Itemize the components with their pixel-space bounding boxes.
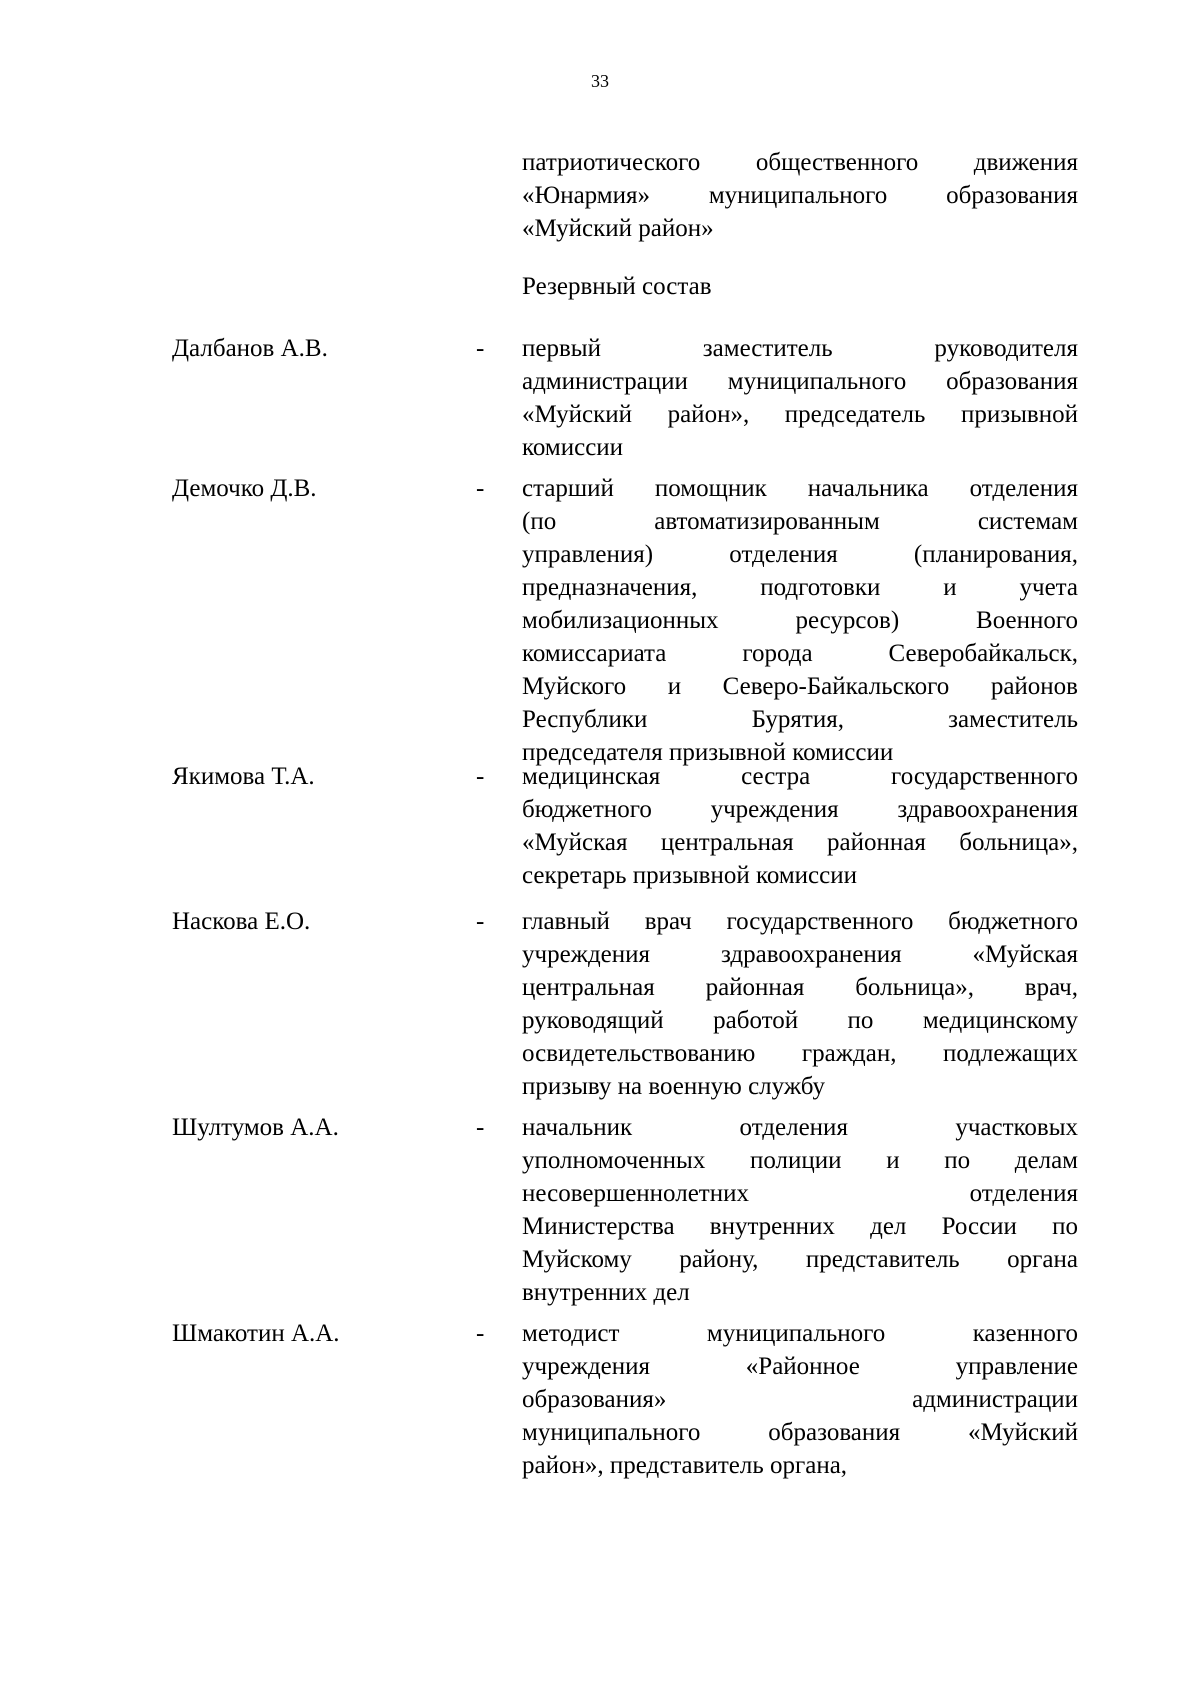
member-role-line: «Муйский район», председатель призывной (522, 401, 1078, 428)
member-role (522, 472, 1078, 769)
continuation-line: патриотического общественного движения (522, 149, 1078, 176)
member-role-line: несовершеннолетних отделения (522, 1180, 1078, 1207)
member-role-line: учреждения здравоохранения «Муйская (522, 941, 1078, 968)
member-role-line: освидетельствованию граждан, подлежащих (522, 1040, 1078, 1067)
member-role-line: учреждения «Районное управление (522, 1353, 1078, 1380)
member-role-line: внутренних дел (522, 1279, 690, 1306)
member-name: Демочко Д.В. (172, 475, 317, 502)
member-role-line: главный врач государственного бюджетного (522, 908, 1078, 935)
member-name: Якимова Т.А. (172, 763, 315, 790)
member-row (0, 760, 1200, 889)
member-role-line: начальник отделения участковых (522, 1114, 1078, 1141)
member-role (522, 332, 1078, 464)
member-row (0, 332, 1200, 461)
member-role-line: Министерства внутренних дел России по (522, 1213, 1078, 1240)
member-role-line: образования» администрации (522, 1386, 1078, 1413)
member-role-line: комиссариата города Северобайкальск, (522, 640, 1078, 667)
member-role-line: район», представитель органа, (522, 1452, 848, 1479)
member-role-line: администрации муниципального образования (522, 368, 1078, 395)
section-heading: Резервный состав (522, 273, 712, 300)
member-role-line: призыву на военную службу (522, 1073, 826, 1100)
page-number: 33 (591, 71, 609, 91)
member-role-line: руководящий работой по медицинскому (522, 1007, 1078, 1034)
member-dash: - (476, 1114, 485, 1141)
member-role-line: (по автоматизированным системам (522, 508, 1078, 535)
member-name: Наскова Е.О. (172, 908, 311, 935)
member-dash: - (476, 908, 485, 935)
member-row (0, 905, 1200, 1100)
continuation-line: «Муйский район» (522, 215, 714, 242)
member-role-line: секретарь призывной комиссии (522, 862, 858, 889)
member-role (522, 1111, 1078, 1309)
member-role-line: председателя призывной комиссии (522, 739, 894, 766)
member-role-line: «Муйская центральная районная больница», (522, 829, 1078, 856)
continuation-line: «Юнармия» муниципального образования (522, 182, 1078, 209)
member-role-line: Муйскому району, представитель органа (522, 1246, 1078, 1273)
member-role-line: Муйского и Северо-Байкальского районов (522, 673, 1078, 700)
member-row (0, 472, 1200, 766)
member-dash: - (476, 763, 485, 790)
member-role-line: центральная районная больница», врач, (522, 974, 1078, 1001)
member-role-line: медицинская сестра государственного (522, 763, 1078, 790)
member-dash: - (476, 475, 485, 502)
member-role-line: Республики Бурятия, заместитель (522, 706, 1078, 733)
member-role-line: комиссии (522, 434, 624, 461)
member-role-line: первый заместитель руководителя (522, 335, 1078, 362)
member-dash: - (476, 335, 485, 362)
member-role-line: муниципального образования «Муйский (522, 1419, 1078, 1446)
member-role-line: старший помощник начальника отделения (522, 475, 1078, 502)
member-name: Далбанов А.В. (172, 335, 328, 362)
continuation-text (522, 146, 1078, 245)
member-row (0, 1111, 1200, 1306)
member-role-line: мобилизационных ресурсов) Военного (522, 607, 1078, 634)
member-role-line: предназначения, подготовки и учета (522, 574, 1078, 601)
member-dash: - (476, 1320, 485, 1347)
member-role (522, 905, 1078, 1103)
member-role-line: бюджетного учреждения здравоохранения (522, 796, 1078, 823)
member-role-line: управления) отделения (планирования, (522, 541, 1078, 568)
member-role (522, 760, 1078, 892)
member-row (0, 1317, 1200, 1479)
member-name: Шултумов А.А. (172, 1114, 339, 1141)
member-role (522, 1317, 1078, 1482)
member-role-line: методист муниципального казенного (522, 1320, 1078, 1347)
member-name: Шмакотин А.А. (172, 1320, 340, 1347)
member-role-line: уполномоченных полиции и по делам (522, 1147, 1078, 1174)
